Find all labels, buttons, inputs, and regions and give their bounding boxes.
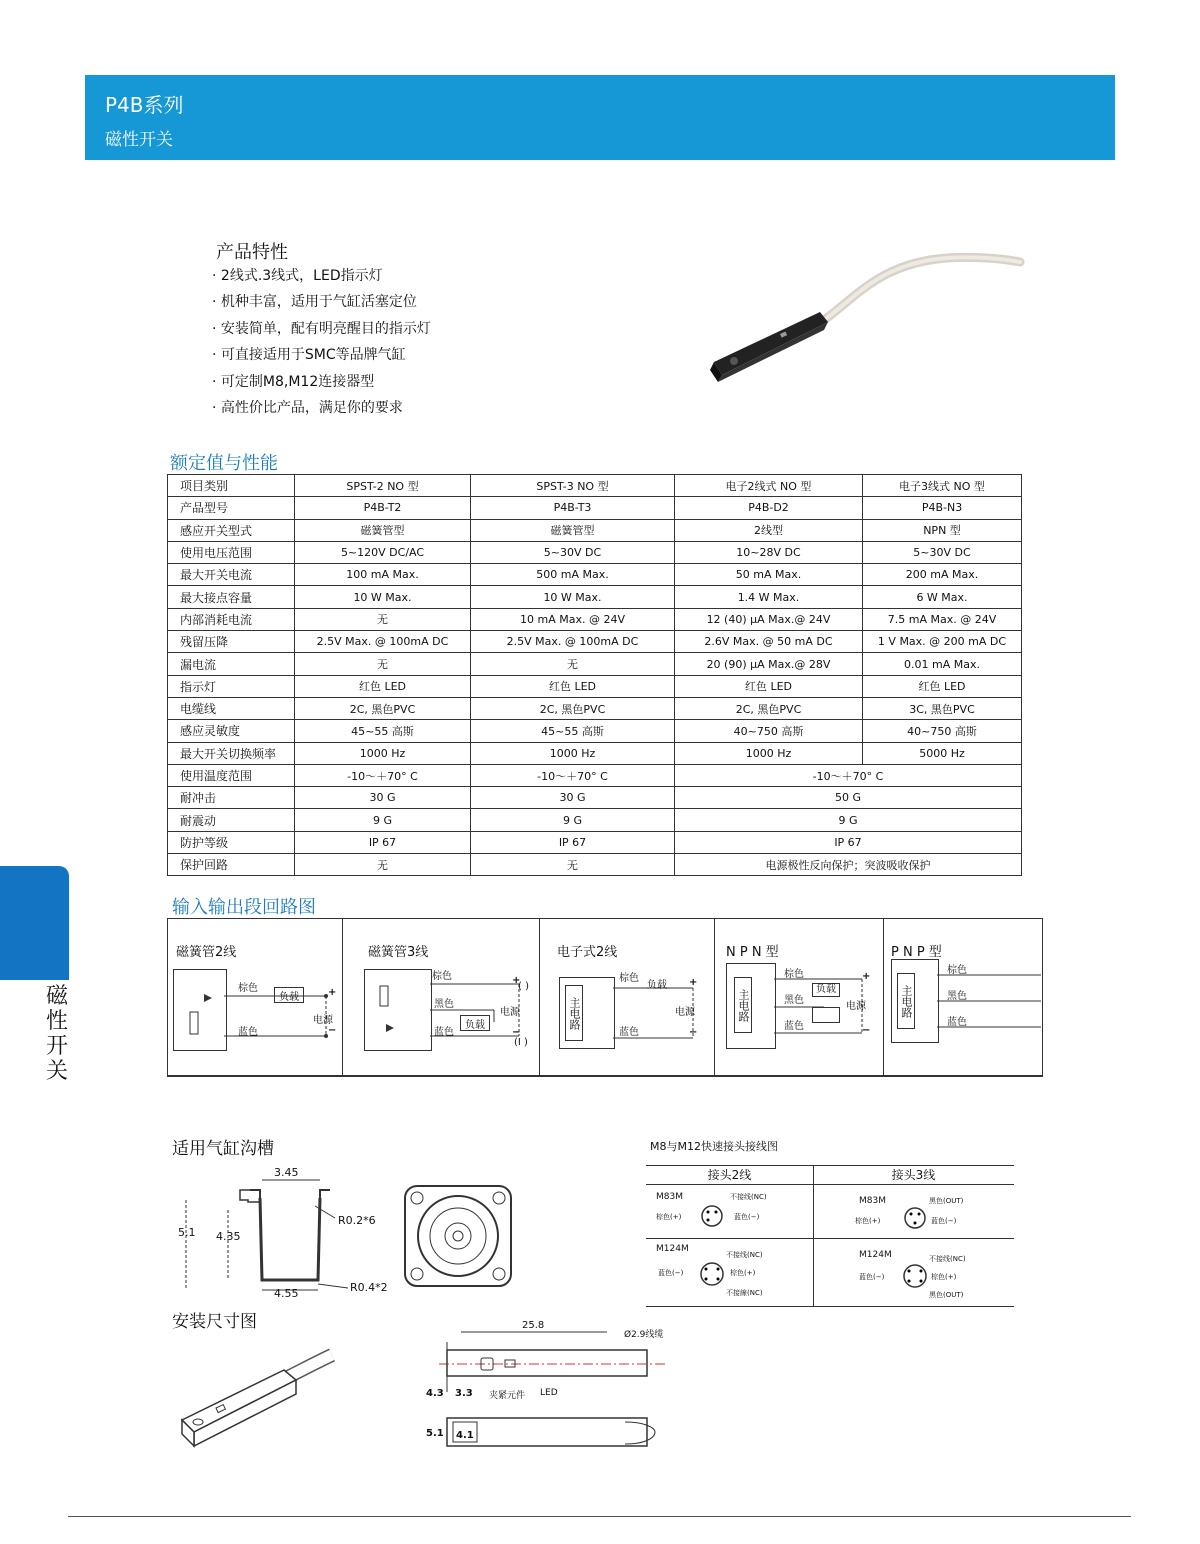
table-row xyxy=(168,564,1022,586)
row-label: 耐冲击 xyxy=(168,787,295,809)
table-row xyxy=(168,764,1022,786)
feature-item: · 安装简单，配有明亮醒目的指示灯 xyxy=(212,319,431,345)
row-label: 防护等级 xyxy=(168,831,295,853)
row-label: 电缆线 xyxy=(168,697,295,719)
table-row xyxy=(168,541,1022,563)
row-label: 使用电压范围 xyxy=(168,541,295,563)
table-cell: 2C, 黑色PVC xyxy=(675,697,863,719)
table-cell: 500 mA Max. xyxy=(471,564,675,586)
table-row xyxy=(168,742,1022,764)
table-cell: IP 67 xyxy=(471,831,675,853)
table-cell: 50 mA Max. xyxy=(675,564,863,586)
table-cell: 45~55 高斯 xyxy=(295,720,471,742)
table-cell: SPST-3 NO 型 xyxy=(471,475,675,497)
table-cell: 2.6V Max. @ 50 mA DC xyxy=(675,631,863,653)
table-cell: 2C, 黑色PVC xyxy=(471,697,675,719)
circuit-panel: 磁簧管3线 棕色 黑色 负载 蓝色 电源 + − ( ) (Ⅰ ) xyxy=(342,919,540,1075)
table-cell: 5000 Hz xyxy=(863,742,1022,764)
row-label: 耐震动 xyxy=(168,809,295,831)
table-cell: -10～＋70° C xyxy=(295,764,471,786)
table-row xyxy=(168,809,1022,831)
table-cell: 无 xyxy=(295,653,471,675)
table-cell: 磁簧管型 xyxy=(471,519,675,541)
table-cell: 100 mA Max. xyxy=(295,564,471,586)
table-cell: 0.01 mA Max. xyxy=(863,653,1022,675)
table-cell: 电子3线式 NO 型 xyxy=(863,475,1022,497)
side-tab xyxy=(0,866,69,980)
table-cell: 7.5 mA Max. @ 24V xyxy=(863,608,1022,630)
circuits-title: 输入输出段回路图 xyxy=(172,897,316,918)
row-label: 最大接点容量 xyxy=(168,586,295,608)
table-cell: 6 W Max. xyxy=(863,586,1022,608)
table-cell: P4B-T2 xyxy=(295,497,471,519)
circuit-panel: P N P 型 主电路 棕色 黑色 蓝色 xyxy=(883,919,1041,1075)
features-list xyxy=(212,266,431,424)
table-cell: 5~30V DC xyxy=(863,541,1022,563)
table-cell: 红色 LED xyxy=(471,675,675,697)
table-row xyxy=(168,586,1022,608)
table-cell: -10～＋70° C xyxy=(675,764,1022,786)
series-subtitle: 磁性开关 xyxy=(105,130,173,150)
row-label: 保护回路 xyxy=(168,854,295,876)
table-cell: 40~750 高斯 xyxy=(675,720,863,742)
table-cell: 2C, 黑色PVC xyxy=(295,697,471,719)
cylinder-end-view xyxy=(403,1180,513,1290)
table-cell: 200 mA Max. xyxy=(863,564,1022,586)
feature-item: · 2线式.3线式，LED指示灯 xyxy=(212,266,431,292)
table-cell: 无 xyxy=(295,854,471,876)
table-cell: 3C, 黑色PVC xyxy=(863,697,1022,719)
groove-drawing xyxy=(170,1160,390,1300)
table-row xyxy=(168,854,1022,876)
table-row xyxy=(168,831,1022,853)
table-cell: 电子2线式 NO 型 xyxy=(675,475,863,497)
table-row xyxy=(168,497,1022,519)
install-title: 安装尺寸图 xyxy=(172,1312,257,1332)
row-label: 项目类别 xyxy=(168,475,295,497)
table-cell: 30 G xyxy=(295,787,471,809)
table-cell: 5~120V DC/AC xyxy=(295,541,471,563)
table-cell: P4B-N3 xyxy=(863,497,1022,519)
feature-item: · 可直接适用于SMC等品牌气缸 xyxy=(212,345,431,371)
row-label: 使用温度范围 xyxy=(168,764,295,786)
circuit-panel: 磁簧管2线 棕色 负载 蓝色 电源 + − xyxy=(168,919,343,1075)
row-label: 内部消耗电流 xyxy=(168,608,295,630)
table-cell: SPST-2 NO 型 xyxy=(295,475,471,497)
row-label: 最大开关电流 xyxy=(168,564,295,586)
table-cell: 磁簧管型 xyxy=(295,519,471,541)
table-cell: IP 67 xyxy=(675,831,1022,853)
table-cell: 12 (40) μA Max.@ 24V xyxy=(675,608,863,630)
table-cell: 2.5V Max. @ 100mA DC xyxy=(295,631,471,653)
table-cell: 45~55 高斯 xyxy=(471,720,675,742)
table-cell: 9 G xyxy=(675,809,1022,831)
table-cell: 电源极性反向保护；突波吸收保护 xyxy=(675,854,1022,876)
circuit-panel: N P N 型 主电路 棕色 负载 黑色 蓝色 电源 + − xyxy=(714,919,884,1075)
table-cell: 红色 LED xyxy=(295,675,471,697)
table-cell: 1000 Hz xyxy=(675,742,863,764)
table-row xyxy=(168,631,1022,653)
table-cell: 10 W Max. xyxy=(471,586,675,608)
connectors-title: M8与M12快速接头接线图 xyxy=(650,1140,778,1153)
table-row xyxy=(168,653,1022,675)
table-row xyxy=(168,720,1022,742)
circuit-panel: 电子式2线 主电路 棕色 负载 蓝色 电源 + − xyxy=(539,919,715,1075)
series-title: P4B系列 xyxy=(105,93,184,117)
table-cell: -10～＋70° C xyxy=(471,764,675,786)
row-label: 产品型号 xyxy=(168,497,295,519)
table-cell: 红色 LED xyxy=(863,675,1022,697)
side-tab-label: 磁 性 开 关 xyxy=(45,984,68,1084)
table-cell: 2.5V Max. @ 100mA DC xyxy=(471,631,675,653)
table-cell: 红色 LED xyxy=(675,675,863,697)
row-label: 最大开关切换频率 xyxy=(168,742,295,764)
ratings-table xyxy=(167,474,1022,876)
table-cell: NPN 型 xyxy=(863,519,1022,541)
table-cell: 40~750 高斯 xyxy=(863,720,1022,742)
table-row xyxy=(168,697,1022,719)
table-row xyxy=(168,519,1022,541)
row-label: 残留压降 xyxy=(168,631,295,653)
feature-item: · 机种丰富，适用于气缸活塞定位 xyxy=(212,292,431,318)
table-row xyxy=(168,608,1022,630)
table-cell: 无 xyxy=(295,608,471,630)
sensor-iso-drawing xyxy=(172,1340,342,1450)
table-cell: P4B-D2 xyxy=(675,497,863,519)
row-label: 感应灵敏度 xyxy=(168,720,295,742)
table-row xyxy=(168,475,1022,497)
table-cell: 1000 Hz xyxy=(295,742,471,764)
table-cell: 10 mA Max. @ 24V xyxy=(471,608,675,630)
ratings-title: 额定值与性能 xyxy=(170,453,278,474)
table-cell: 30 G xyxy=(471,787,675,809)
feature-item: · 可定制M8,M12连接器型 xyxy=(212,372,431,398)
footer-divider xyxy=(68,1516,1131,1517)
table-cell: 10 W Max. xyxy=(295,586,471,608)
row-label: 指示灯 xyxy=(168,675,295,697)
table-cell: 9 G xyxy=(295,809,471,831)
table-cell: 9 G xyxy=(471,809,675,831)
table-cell: IP 67 xyxy=(295,831,471,853)
feature-item: · 高性价比产品，满足你的要求 xyxy=(212,398,431,424)
table-row xyxy=(168,787,1022,809)
groove-title: 适用气缸沟槽 xyxy=(172,1139,274,1159)
table-cell: 无 xyxy=(471,653,675,675)
features-title: 产品特性 xyxy=(216,242,288,263)
table-cell: 1.4 W Max. xyxy=(675,586,863,608)
table-cell: P4B-T3 xyxy=(471,497,675,519)
table-cell: 1 V Max. @ 200 mA DC xyxy=(863,631,1022,653)
header-banner xyxy=(85,75,1115,160)
table-row xyxy=(168,675,1022,697)
circuit-diagrams xyxy=(167,918,1043,1077)
product-photo xyxy=(700,250,1030,400)
table-cell: 5~30V DC xyxy=(471,541,675,563)
table-cell: 2线型 xyxy=(675,519,863,541)
row-label: 漏电流 xyxy=(168,653,295,675)
row-label: 感应开关型式 xyxy=(168,519,295,541)
connector-table: 接头2线 M83M 不接线(NC) 棕色(+) 蓝色(−) M124M 不接线(NC) 蓝色(−) 棕色(+) 不接線(NC) 接头3线 M83M 黑色(OUT) 棕色(+) 蓝色(−) M124M 不接线(NC) 蓝色(−) 棕色(+) 黑色(OUT) xyxy=(646,1165,1014,1307)
table-cell: 无 xyxy=(471,854,675,876)
table-cell: 20 (90) μA Max.@ 28V xyxy=(675,653,863,675)
table-cell: 50 G xyxy=(675,787,1022,809)
table-cell: 1000 Hz xyxy=(471,742,675,764)
table-cell: 10~28V DC xyxy=(675,541,863,563)
